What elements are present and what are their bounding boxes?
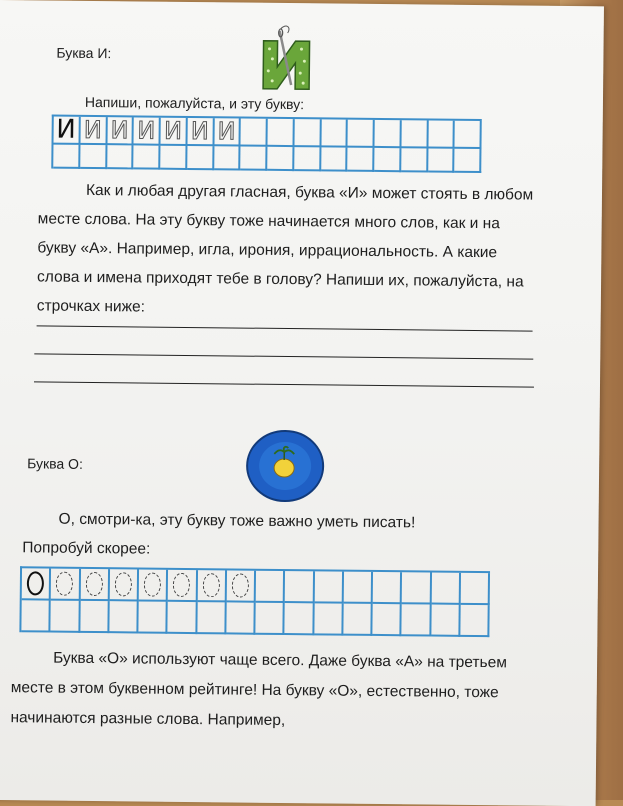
empty-grid-cell[interactable]	[21, 600, 51, 632]
empty-grid-cell[interactable]	[107, 145, 134, 169]
letter-i-dotted: И	[83, 115, 102, 145]
empty-grid-cell[interactable]	[187, 146, 214, 170]
traced-letter-cell[interactable]	[22, 568, 52, 600]
empty-grid-cell[interactable]	[373, 572, 403, 604]
empty-grid-cell[interactable]	[343, 572, 373, 604]
empty-grid-cell[interactable]	[374, 148, 401, 172]
empty-grid-cell[interactable]	[294, 147, 321, 171]
letter-i-dotted: И	[217, 117, 236, 146]
empty-grid-cell[interactable]	[53, 145, 80, 169]
empty-grid-cell[interactable]	[372, 604, 402, 636]
empty-grid-cell[interactable]	[214, 146, 241, 170]
instruction-o-line2: Попробуй скорее:	[22, 539, 151, 558]
empty-grid-cell[interactable]	[401, 120, 428, 148]
empty-grid-cell[interactable]	[109, 601, 139, 633]
empty-grid-cell[interactable]	[133, 145, 160, 169]
instruction-o-line1: О, смотри-ка, эту букву тоже важно уметь писать!	[58, 510, 416, 532]
letter-o-dotted	[56, 572, 73, 596]
letter-i-dotted: И	[110, 116, 129, 145]
dotted-letter-cell[interactable]	[160, 118, 187, 146]
letter-i-solid: И	[56, 114, 76, 145]
dotted-letter-cell[interactable]	[168, 570, 198, 602]
letter-o-dotted	[115, 572, 132, 596]
empty-grid-cell[interactable]	[431, 605, 461, 637]
dotted-letter-cell[interactable]	[80, 569, 110, 601]
answer-line-2[interactable]	[34, 353, 533, 359]
empty-grid-cell[interactable]	[138, 601, 168, 633]
dotted-letter-cell[interactable]	[134, 117, 161, 145]
empty-grid-cell[interactable]	[460, 573, 490, 605]
empty-grid-cell[interactable]	[431, 573, 461, 605]
empty-grid-cell[interactable]	[428, 120, 455, 148]
dotted-letter-cell[interactable]	[109, 569, 139, 601]
letter-i-dotted: И	[190, 117, 209, 146]
empty-grid-cell[interactable]	[197, 602, 227, 634]
letter-i-dotted: И	[163, 116, 183, 145]
empty-grid-cell[interactable]	[402, 604, 432, 636]
writing-grid-i[interactable]	[51, 115, 482, 173]
letter-o-dotted	[202, 573, 219, 597]
dotted-letter-cell[interactable]	[197, 570, 227, 602]
empty-grid-cell[interactable]	[80, 601, 110, 633]
empty-grid-cell[interactable]	[343, 604, 373, 636]
dotted-letter-cell[interactable]	[187, 118, 214, 146]
answer-line-1[interactable]	[37, 325, 533, 331]
empty-grid-cell[interactable]	[240, 147, 267, 171]
empty-grid-cell[interactable]	[374, 120, 401, 148]
section-title-i: Буква И:	[56, 44, 112, 62]
letter-o-solid	[27, 571, 44, 595]
empty-grid-cell[interactable]	[314, 571, 344, 603]
letter-i-dotted: И	[137, 116, 156, 145]
empty-grid-cell[interactable]	[255, 603, 285, 635]
empty-grid-cell[interactable]	[428, 148, 455, 172]
paragraph-o: Буква «О» используют чаще всего. Даже буква «А» на третьем месте в этом буквенном рейтинге! На букву «О», естественно, тоже начинаются разные слова. Например,	[10, 649, 508, 730]
empty-grid-cell[interactable]	[460, 605, 490, 637]
dotted-letter-cell[interactable]	[226, 570, 256, 602]
dotted-letter-cell[interactable]	[214, 118, 241, 146]
paragraph-i: Как и любая другая гласная, буква «И» может стоять в любом месте слова. На эту букву тоже начинается много слов, как и на букву «А». Например, игла, ирония, иррациональность. А какие слова и имена приходят тебе в голову? Напиши их, пожалуйста, на строчках ниже:	[36, 181, 534, 316]
dotted-letter-cell[interactable]	[139, 569, 169, 601]
letter-o-dotted	[232, 573, 249, 597]
traced-letter-cell[interactable]	[53, 114, 80, 145]
empty-grid-cell[interactable]	[267, 119, 294, 147]
letter-o-dotted	[173, 573, 190, 597]
empty-grid-cell[interactable]	[455, 121, 482, 149]
empty-grid-cell[interactable]	[51, 601, 81, 633]
empty-grid-cell[interactable]	[226, 602, 256, 634]
empty-grid-cell[interactable]	[401, 148, 428, 172]
empty-grid-cell[interactable]	[347, 148, 374, 172]
empty-grid-cell[interactable]	[348, 120, 375, 148]
empty-grid-cell[interactable]	[80, 145, 107, 169]
empty-grid-cell[interactable]	[256, 571, 286, 603]
section-title-o: Буква О:	[27, 455, 83, 472]
answer-line-3[interactable]	[34, 381, 534, 387]
writing-grid-o[interactable]	[19, 566, 490, 637]
empty-grid-cell[interactable]	[241, 119, 268, 147]
dotted-letter-cell[interactable]	[80, 117, 107, 145]
empty-grid-cell[interactable]	[294, 119, 321, 147]
empty-grid-cell[interactable]	[321, 119, 348, 147]
instruction-i: Напиши, пожалуйста, и эту букву:	[84, 93, 305, 113]
empty-grid-cell[interactable]	[321, 147, 348, 171]
letter-o-island-illustration-icon	[244, 428, 327, 505]
empty-grid-cell[interactable]	[285, 603, 315, 635]
empty-grid-cell[interactable]	[402, 572, 432, 604]
letter-o-dotted	[85, 572, 102, 596]
dotted-letter-cell[interactable]	[51, 569, 81, 601]
letter-i-needle-illustration-icon	[255, 23, 320, 96]
empty-grid-cell[interactable]	[168, 602, 198, 634]
empty-grid-cell[interactable]	[314, 603, 344, 635]
empty-grid-cell[interactable]	[267, 147, 294, 171]
empty-grid-cell[interactable]	[160, 146, 187, 170]
letter-o-dotted	[144, 573, 161, 597]
empty-grid-cell[interactable]	[454, 149, 481, 173]
dotted-letter-cell[interactable]	[107, 117, 134, 145]
empty-grid-cell[interactable]	[285, 571, 315, 603]
